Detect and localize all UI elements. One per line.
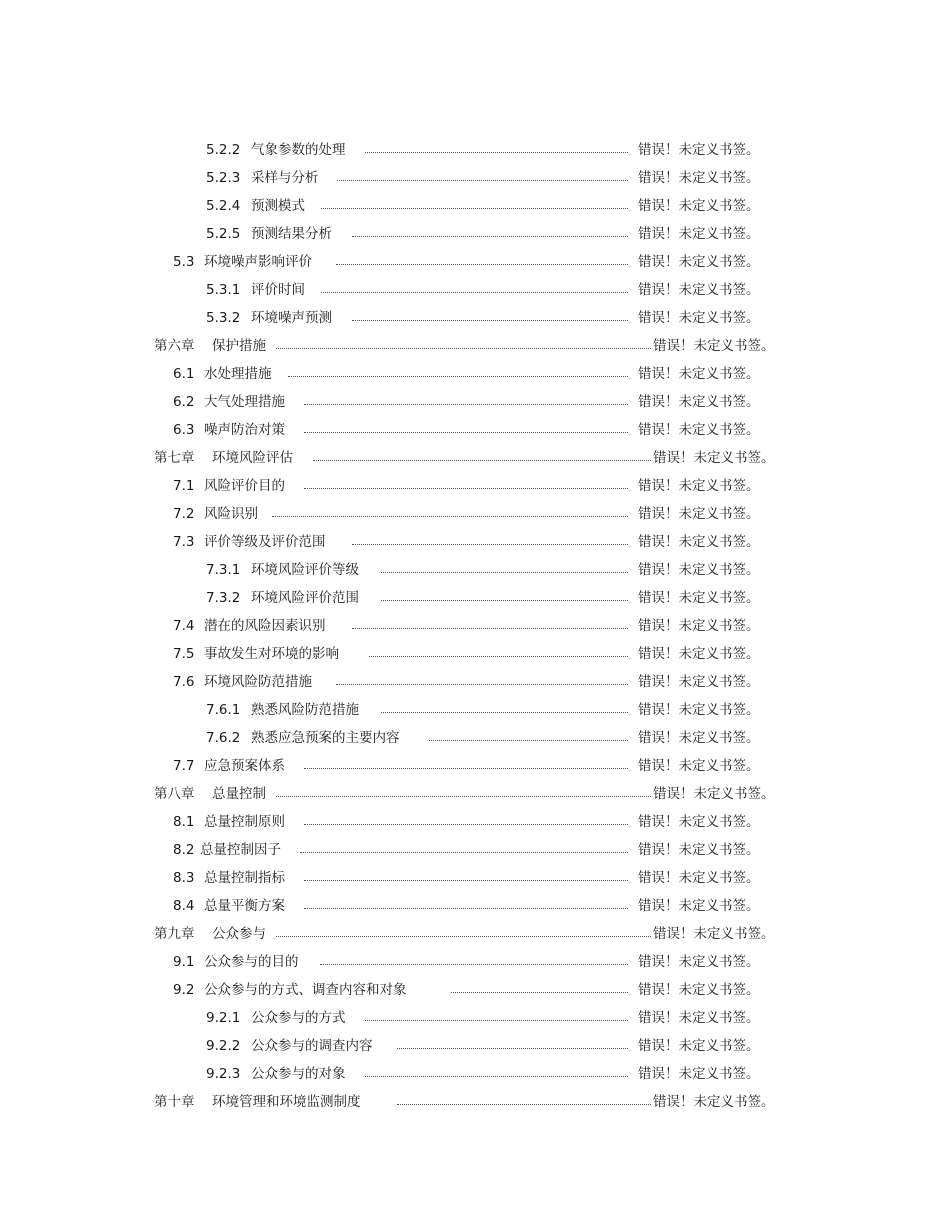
toc-entry-page: 错误！未定义书签。 xyxy=(638,226,760,242)
dot-leader xyxy=(365,152,628,153)
toc-chapter[interactable] xyxy=(0,444,950,472)
toc-entry[interactable] xyxy=(0,472,950,500)
toc-entry-page: 错误！未定义书签。 xyxy=(638,646,760,662)
dot-leader xyxy=(304,432,628,433)
toc-entry-page: 错误！未定义书签。 xyxy=(638,590,760,606)
toc-entry-title: 公众参与的方式 xyxy=(251,1010,346,1026)
dot-leader xyxy=(397,1048,628,1049)
toc-entry-page: 错误！未定义书签。 xyxy=(638,618,760,634)
toc-entry[interactable] xyxy=(0,752,950,780)
toc-entry-number: 6.1 xyxy=(173,366,195,382)
toc-entry-title: 应急预案体系 xyxy=(204,758,285,774)
toc-entry-number: 7.6.2 xyxy=(206,730,241,746)
toc-entry[interactable] xyxy=(0,808,950,836)
toc-entry-page: 错误！未定义书签。 xyxy=(638,170,760,186)
toc-entry[interactable] xyxy=(0,892,950,920)
toc-entry-title: 评价等级及评价范围 xyxy=(204,534,326,550)
toc-entry-title: 总量控制指标 xyxy=(204,870,285,886)
dot-leader xyxy=(451,992,628,993)
toc-entry[interactable] xyxy=(0,304,950,332)
toc-chapter-title: 保护措施 xyxy=(212,338,266,354)
toc-chapter-title: 公众参与 xyxy=(212,926,266,942)
toc-entry-number: 5.3 xyxy=(173,254,195,270)
toc-chapter-title: 总量控制 xyxy=(212,786,266,802)
toc-entry-page: 错误！未定义书签。 xyxy=(653,786,775,802)
table-of-contents xyxy=(0,136,950,1116)
dot-leader xyxy=(365,1020,628,1021)
toc-entry-number: 5.2.2 xyxy=(206,142,241,158)
toc-entry-number: 7.4 xyxy=(173,618,195,634)
toc-entry-number: 7.6 xyxy=(173,674,195,690)
toc-chapter-number: 第七章 xyxy=(154,450,195,466)
toc-entry-page: 错误！未定义书签。 xyxy=(638,506,760,522)
dot-leader xyxy=(304,488,628,489)
toc-entry-title: 公众参与的目的 xyxy=(204,954,299,970)
toc-entry-page: 错误！未定义书签。 xyxy=(653,338,775,354)
toc-entry-page: 错误！未定义书签。 xyxy=(638,870,760,886)
toc-entry-title: 评价时间 xyxy=(251,282,305,298)
toc-entry-title: 环境风险评价等级 xyxy=(251,562,359,578)
toc-entry-page: 错误！未定义书签。 xyxy=(638,366,760,382)
dot-leader xyxy=(276,936,651,937)
toc-entry-number: 5.2.4 xyxy=(206,198,241,214)
toc-entry-number: 8.4 xyxy=(173,898,195,914)
dot-leader xyxy=(337,180,628,181)
toc-entry-title: 公众参与的调查内容 xyxy=(251,1038,373,1054)
toc-entry[interactable] xyxy=(0,640,950,668)
dot-leader xyxy=(276,796,651,797)
toc-entry-number: 7.3.1 xyxy=(206,562,241,578)
toc-entry-page: 错误！未定义书签。 xyxy=(638,254,760,270)
toc-chapter[interactable] xyxy=(0,920,950,948)
toc-entry-number: 8.1 xyxy=(173,814,195,830)
toc-entry-title: 预测结果分析 xyxy=(251,226,332,242)
toc-entry-page: 错误！未定义书签。 xyxy=(638,814,760,830)
toc-entry-page: 错误！未定义书签。 xyxy=(638,394,760,410)
toc-entry[interactable] xyxy=(0,584,950,612)
dot-leader xyxy=(272,516,628,517)
toc-entry[interactable] xyxy=(0,136,950,164)
toc-entry-title: 公众参与的方式、调查内容和对象 xyxy=(204,982,407,998)
toc-entry[interactable] xyxy=(0,528,950,556)
toc-entry-page: 错误！未定义书签。 xyxy=(638,758,760,774)
toc-entry-number: 8.2 xyxy=(173,842,195,858)
dot-leader xyxy=(304,908,628,909)
toc-entry-number: 9.2.2 xyxy=(206,1038,241,1054)
toc-entry[interactable] xyxy=(0,836,950,864)
toc-entry[interactable] xyxy=(0,192,950,220)
dot-leader xyxy=(304,404,628,405)
dot-leader xyxy=(429,740,628,741)
toc-entry[interactable] xyxy=(0,276,950,304)
dot-leader xyxy=(381,600,628,601)
toc-entry-number: 5.2.3 xyxy=(206,170,241,186)
dot-leader xyxy=(276,348,651,349)
toc-entry-page: 错误！未定义书签。 xyxy=(653,1094,775,1110)
dot-leader xyxy=(397,1104,651,1105)
toc-entry-page: 错误！未定义书签。 xyxy=(638,1038,760,1054)
toc-chapter-number: 第六章 xyxy=(154,338,195,354)
dot-leader xyxy=(369,656,628,657)
toc-entry-number: 7.2 xyxy=(173,506,195,522)
dot-leader xyxy=(304,768,628,769)
dot-leader xyxy=(321,208,628,209)
toc-entry-page: 错误！未定义书签。 xyxy=(638,730,760,746)
toc-entry-title: 总量平衡方案 xyxy=(204,898,285,914)
toc-entry[interactable] xyxy=(0,1004,950,1032)
dot-leader xyxy=(365,1076,628,1077)
toc-entry-page: 错误！未定义书签。 xyxy=(638,842,760,858)
toc-entry-number: 7.5 xyxy=(173,646,195,662)
toc-entry[interactable] xyxy=(0,724,950,752)
toc-chapter-title: 环境风险评估 xyxy=(212,450,293,466)
dot-leader xyxy=(304,880,628,881)
toc-entry[interactable] xyxy=(0,696,950,724)
toc-entry[interactable] xyxy=(0,1032,950,1060)
toc-entry-page: 错误！未定义书签。 xyxy=(638,198,760,214)
dot-leader xyxy=(300,852,628,853)
toc-entry-page: 错误！未定义书签。 xyxy=(638,1010,760,1026)
toc-entry-title: 事故发生对环境的影响 xyxy=(204,646,339,662)
dot-leader xyxy=(336,264,628,265)
toc-entry-number: 9.2.1 xyxy=(206,1010,241,1026)
toc-entry-number: 5.3.1 xyxy=(206,282,241,298)
toc-entry-number: 6.2 xyxy=(173,394,195,410)
toc-entry-title: 熟悉风险防范措施 xyxy=(251,702,359,718)
toc-entry[interactable] xyxy=(0,500,950,528)
dot-leader xyxy=(304,824,628,825)
toc-entry-title: 环境风险防范措施 xyxy=(204,674,312,690)
toc-entry-number: 7.1 xyxy=(173,478,195,494)
toc-chapter[interactable] xyxy=(0,332,950,360)
toc-entry[interactable] xyxy=(0,220,950,248)
toc-chapter-number: 第十章 xyxy=(154,1094,195,1110)
toc-entry-page: 错误！未定义书签。 xyxy=(638,674,760,690)
toc-entry-page: 错误！未定义书签。 xyxy=(653,926,775,942)
toc-entry-page: 错误！未定义书签。 xyxy=(638,282,760,298)
toc-entry-title: 总量控制原则 xyxy=(204,814,285,830)
toc-entry-title: 噪声防治对策 xyxy=(204,422,285,438)
toc-entry[interactable] xyxy=(0,864,950,892)
toc-entry-number: 7.3.2 xyxy=(206,590,241,606)
toc-entry-number: 8.3 xyxy=(173,870,195,886)
toc-entry-number: 9.1 xyxy=(173,954,195,970)
dot-leader xyxy=(320,964,628,965)
toc-entry-title: 公众参与的对象 xyxy=(251,1066,346,1082)
dot-leader xyxy=(352,320,628,321)
toc-entry-number: 7.6.1 xyxy=(206,702,241,718)
toc-entry[interactable] xyxy=(0,164,950,192)
toc-entry[interactable] xyxy=(0,556,950,584)
toc-entry-title: 水处理措施 xyxy=(204,366,272,382)
toc-entry-page: 错误！未定义书签。 xyxy=(638,898,760,914)
toc-chapter-number: 第八章 xyxy=(154,786,195,802)
toc-entry-number: 6.3 xyxy=(173,422,195,438)
toc-entry-title: 风险评价目的 xyxy=(204,478,285,494)
toc-entry-title: 风险识别 xyxy=(204,506,258,522)
toc-entry-title: 气象参数的处理 xyxy=(251,142,346,158)
toc-entry-title: 总量控制因子 xyxy=(200,842,281,858)
toc-chapter[interactable] xyxy=(0,1088,950,1116)
dot-leader xyxy=(352,236,628,237)
toc-entry[interactable] xyxy=(0,360,950,388)
toc-entry-page: 错误！未定义书签。 xyxy=(638,422,760,438)
toc-entry-title: 环境风险评价范围 xyxy=(251,590,359,606)
toc-entry-number: 5.3.2 xyxy=(206,310,241,326)
toc-entry-page: 错误！未定义书签。 xyxy=(638,954,760,970)
toc-entry-page: 错误！未定义书签。 xyxy=(638,1066,760,1082)
toc-entry-page: 错误！未定义书签。 xyxy=(638,310,760,326)
toc-chapter-number: 第九章 xyxy=(154,926,195,942)
toc-entry-page: 错误！未定义书签。 xyxy=(638,142,760,158)
toc-entry-page: 错误！未定义书签。 xyxy=(638,562,760,578)
toc-entry-title: 潜在的风险因素识别 xyxy=(204,618,326,634)
toc-entry-page: 错误！未定义书签。 xyxy=(638,478,760,494)
dot-leader xyxy=(352,544,628,545)
toc-entry[interactable] xyxy=(0,416,950,444)
dot-leader xyxy=(336,684,628,685)
toc-entry[interactable] xyxy=(0,388,950,416)
toc-entry[interactable] xyxy=(0,948,950,976)
toc-entry-page: 错误！未定义书签。 xyxy=(638,702,760,718)
toc-entry-number: 7.7 xyxy=(173,758,195,774)
dot-leader xyxy=(321,292,628,293)
toc-entry-page: 错误！未定义书签。 xyxy=(638,534,760,550)
toc-entry[interactable] xyxy=(0,668,950,696)
toc-entry-title: 熟悉应急预案的主要内容 xyxy=(251,730,400,746)
toc-entry-title: 环境噪声影响评价 xyxy=(204,254,312,270)
dot-leader xyxy=(352,628,628,629)
dot-leader xyxy=(288,376,628,377)
toc-entry-title: 预测模式 xyxy=(251,198,305,214)
toc-entry-number: 7.3 xyxy=(173,534,195,550)
toc-chapter[interactable] xyxy=(0,780,950,808)
toc-entry-title: 大气处理措施 xyxy=(204,394,285,410)
dot-leader xyxy=(313,460,651,461)
toc-entry-title: 环境噪声预测 xyxy=(251,310,332,326)
toc-entry-page: 错误！未定义书签。 xyxy=(638,982,760,998)
toc-entry[interactable] xyxy=(0,976,950,1004)
toc-entry[interactable] xyxy=(0,612,950,640)
dot-leader xyxy=(381,712,628,713)
toc-entry[interactable] xyxy=(0,248,950,276)
toc-chapter-title: 环境管理和环境监测制度 xyxy=(212,1094,361,1110)
toc-entry-page: 错误！未定义书签。 xyxy=(653,450,775,466)
toc-entry-number: 9.2.3 xyxy=(206,1066,241,1082)
toc-entry-number: 5.2.5 xyxy=(206,226,241,242)
toc-entry-title: 采样与分析 xyxy=(251,170,319,186)
toc-entry-number: 9.2 xyxy=(173,982,195,998)
dot-leader xyxy=(381,572,628,573)
toc-entry[interactable] xyxy=(0,1060,950,1088)
